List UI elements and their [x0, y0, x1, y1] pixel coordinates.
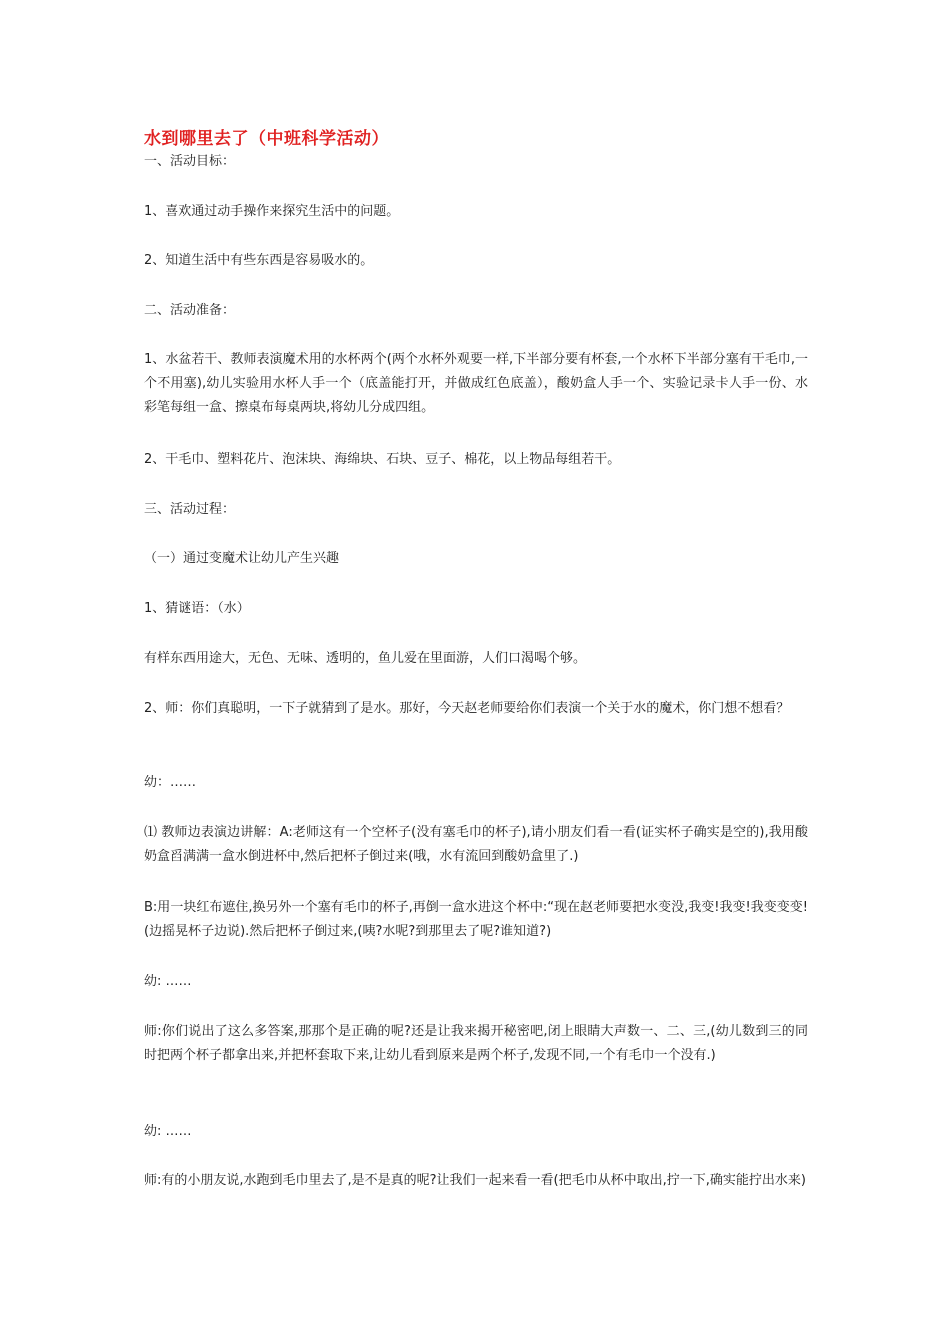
paragraph: 2、师：你们真聪明，一下子就猜到了是水。那好，今天赵老师要给你们表演一个关于水的魔术，你门想不想看？ — [144, 701, 790, 716]
section-heading-process: 三、活动过程： — [144, 502, 236, 517]
paragraph: 2、知道生活中有些东西是容易吸水的。 — [144, 253, 374, 268]
paragraph: 1、喜欢通过动手操作来探究生活中的问题。 — [144, 204, 400, 219]
paragraph: 2、干毛巾、塑料花片、泡沫块、海绵块、石块、豆子、棉花，以上物品每组若干。 — [144, 452, 621, 467]
paragraph: 1、猜谜语：（水） — [144, 601, 250, 616]
paragraph: 师:有的小朋友说,水跑到毛巾里去了,是不是真的呢?让我们一起来看一看(把毛巾从杯中取出,拧一下,确实能拧出水来) — [144, 1173, 806, 1188]
paragraph: ⑴ 教师边表演边讲解：A:老师这有一个空杯子(没有塞毛巾的杯子),请小朋友们看一看(证实杯子确实是空的),我用酸奶盒舀满满一盒水倒进杯中,然后把杯子倒过来(哦，水有流回到酸奶盒里了.) — [144, 825, 808, 864]
paragraph: B:用一块红布遮住,换另外一个塞有毛巾的杯子,再倒一盒水进这个杯中:“现在赵老师要把水变没,我变!我变!我变变变!(边摇晃杯子边说).然后把杯子倒过来,(咦?水呢?到那里去了呢?谁知道?) — [144, 900, 808, 939]
paragraph: 幼：…… — [144, 775, 197, 790]
paragraph: 有样东西用途大，无色、无味、透明的，鱼儿爱在里面游，人们口渴喝个够。 — [144, 651, 587, 666]
paragraph: 师:你们说出了这么多答案,那那个是正确的呢?还是让我来揭开秘密吧,闭上眼睛大声数一、二、三,(幼儿数到三的同时把两个杯子都拿出来,并把杯套取下来,让幼儿看到原来是两个杯子,发现不同,一个有毛巾一个没有.) — [144, 1024, 808, 1063]
paragraph: 幼: …… — [144, 974, 192, 989]
paragraph: 幼: …… — [144, 1124, 192, 1139]
section-heading-goals: 一、活动目标： — [144, 154, 236, 169]
section-heading-preparation: 二、活动准备： — [144, 303, 236, 318]
subsection-heading: （一）通过变魔术让幼儿产生兴趣 — [144, 551, 340, 566]
document-title: 水到哪里去了（中班科学活动） — [144, 129, 389, 149]
paragraph: 1、水盆若干、教师表演魔术用的水杯两个(两个水杯外观要一样,下半部分要有杯套,一个水杯下半部分塞有干毛巾,一个不用塞),幼儿实验用水杯人手一个（底盖能打开，并做成红色底盖），酸奶盒人手一个、实验记录卡人手一份、水彩笔每组一盒、擦桌布每桌两块,将幼儿分成四组。 — [144, 352, 808, 415]
